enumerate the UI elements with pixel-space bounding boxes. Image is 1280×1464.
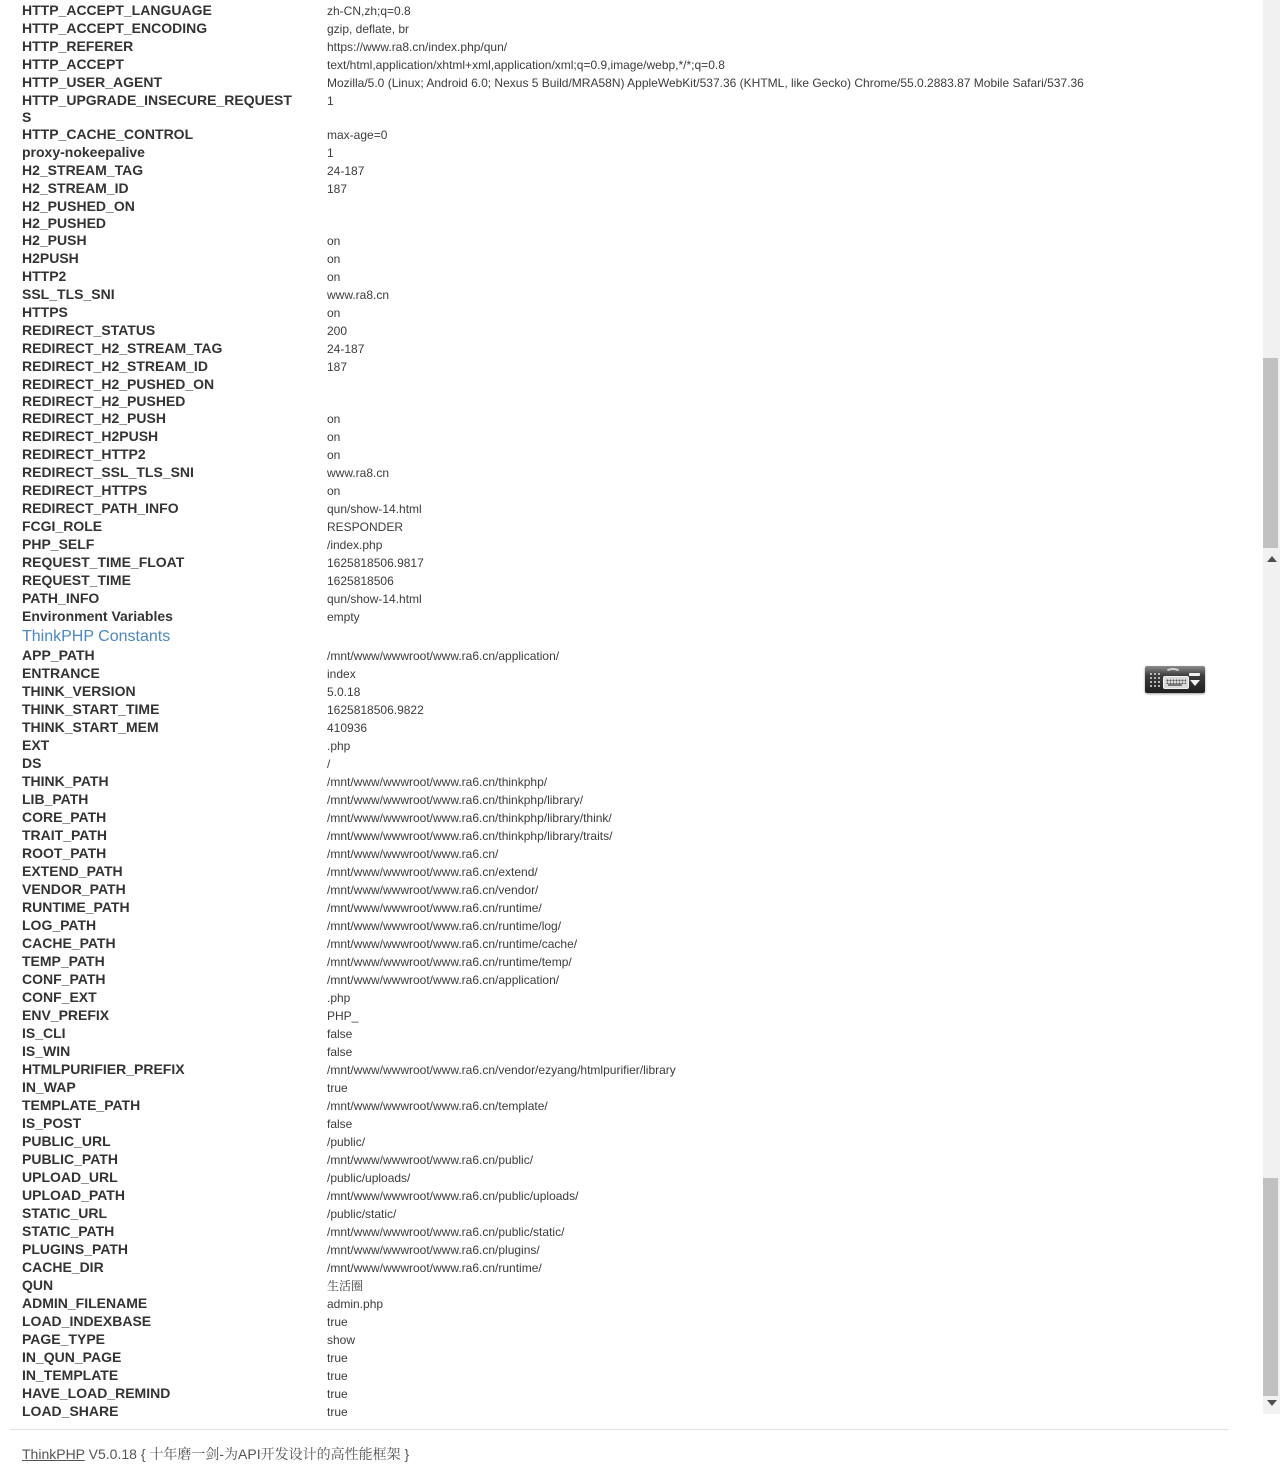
constant-key: CACHE_DIR bbox=[22, 1259, 104, 1275]
constant-value: /mnt/www/wwwroot/www.ra6.cn/vendor/ezyang/htmlpurifier/library bbox=[327, 1063, 676, 1077]
table-row bbox=[22, 56, 1240, 74]
constant-key: LOG_PATH bbox=[22, 917, 97, 933]
table-row bbox=[22, 376, 1240, 393]
constant-key: EXT bbox=[22, 737, 50, 753]
constant-key: ENV_PREFIX bbox=[22, 1007, 110, 1023]
table-row bbox=[22, 1205, 1240, 1223]
table-row bbox=[22, 304, 1240, 322]
var-key: REDIRECT_H2_PUSH bbox=[22, 410, 166, 426]
table-row bbox=[22, 1403, 1240, 1421]
constant-value: /mnt/www/wwwroot/www.ra6.cn/runtime/temp/ bbox=[327, 955, 572, 969]
constants-section-heading: ThinkPHP Constants bbox=[22, 628, 171, 645]
var-key: REDIRECT_H2_STREAM_TAG bbox=[22, 340, 223, 356]
var-key: REDIRECT_H2_PUSHED_ON bbox=[22, 376, 215, 392]
var-value: 24-187 bbox=[327, 342, 365, 356]
ime-controls bbox=[1189, 673, 1200, 686]
table-row bbox=[22, 428, 1240, 446]
constant-value: /mnt/www/wwwroot/www.ra6.cn/thinkphp/library/think/ bbox=[327, 811, 612, 825]
var-key: REDIRECT_H2PUSH bbox=[22, 428, 159, 444]
table-row bbox=[22, 180, 1240, 198]
table-row bbox=[22, 953, 1240, 971]
var-value: text/html,application/xhtml+xml,application/xml;q=0.9,image/webp,*/*;q=0.8 bbox=[327, 58, 725, 72]
table-row bbox=[22, 845, 1240, 863]
constant-key: QUN bbox=[22, 1277, 54, 1293]
table-row bbox=[22, 232, 1240, 250]
constant-value: /mnt/www/wwwroot/www.ra6.cn/runtime/ bbox=[327, 1261, 542, 1275]
table-row bbox=[22, 1079, 1240, 1097]
constant-value: /mnt/www/wwwroot/www.ra6.cn/runtime/log/ bbox=[327, 919, 562, 933]
var-key: H2_STREAM_ID bbox=[22, 180, 129, 196]
constant-value: 1625818506.9822 bbox=[327, 703, 424, 717]
table-row bbox=[22, 162, 1240, 180]
var-value: on bbox=[327, 234, 341, 248]
var-key: H2_STREAM_TAG bbox=[22, 162, 144, 178]
var-value: on bbox=[327, 270, 341, 284]
constant-key: PAGE_TYPE bbox=[22, 1331, 105, 1347]
var-key: Environment Variables bbox=[22, 608, 173, 624]
constant-value: /mnt/www/wwwroot/www.ra6.cn/runtime/cache/ bbox=[327, 937, 578, 951]
var-key: FCGI_ROLE bbox=[22, 518, 103, 534]
constant-key: VENDOR_PATH bbox=[22, 881, 126, 897]
table-row bbox=[22, 482, 1240, 500]
table-row bbox=[22, 410, 1240, 428]
table-row bbox=[22, 1061, 1240, 1079]
var-value: on bbox=[327, 448, 341, 462]
table-row bbox=[22, 1097, 1240, 1115]
table-row bbox=[22, 665, 1240, 683]
constant-value: /mnt/www/wwwroot/www.ra6.cn/ bbox=[327, 847, 499, 861]
table-row bbox=[22, 1241, 1240, 1259]
table-row bbox=[22, 198, 1240, 215]
dropdown-arrow-icon[interactable] bbox=[1190, 680, 1200, 686]
constant-value: /public/static/ bbox=[327, 1207, 397, 1221]
var-key: H2PUSH bbox=[22, 250, 79, 266]
constant-value: 410936 bbox=[327, 721, 368, 735]
table-row bbox=[22, 1007, 1240, 1025]
constant-key: IN_TEMPLATE bbox=[22, 1367, 119, 1383]
constant-value: /mnt/www/wwwroot/www.ra6.cn/plugins/ bbox=[327, 1243, 540, 1257]
constant-key: THINK_START_MEM bbox=[22, 719, 159, 735]
var-value: on bbox=[327, 484, 341, 498]
constant-key: TEMP_PATH bbox=[22, 953, 105, 969]
table-row bbox=[22, 393, 1240, 410]
constant-key: THINK_PATH bbox=[22, 773, 109, 789]
constant-value: 生活圈 bbox=[327, 1279, 364, 1293]
table-row bbox=[22, 1277, 1240, 1295]
var-value: RESPONDER bbox=[327, 520, 404, 534]
table-row bbox=[22, 647, 1240, 665]
var-value: www.ra8.cn bbox=[327, 288, 390, 302]
constant-value: /mnt/www/wwwroot/www.ra6.cn/thinkphp/library/ bbox=[327, 793, 584, 807]
table-row bbox=[22, 126, 1240, 144]
var-value: https://www.ra8.cn/index.php/qun/ bbox=[327, 40, 508, 54]
constant-value: /public/ bbox=[327, 1135, 366, 1149]
table-row bbox=[22, 773, 1240, 791]
footer-tagline: V5.0.18 { 十年磨一剑-为API开发设计的高性能框架 } bbox=[84, 1446, 410, 1462]
table-row bbox=[22, 20, 1240, 38]
constant-value: 5.0.18 bbox=[327, 685, 361, 699]
var-key: HTTP_CACHE_CONTROL bbox=[22, 126, 194, 142]
constant-value: /mnt/www/wwwroot/www.ra6.cn/vendor/ bbox=[327, 883, 539, 897]
constant-value: true bbox=[327, 1315, 348, 1329]
constant-value: index bbox=[327, 667, 356, 681]
var-value: on bbox=[327, 430, 341, 444]
var-key: HTTP_USER_AGENT bbox=[22, 74, 163, 90]
constant-value: true bbox=[327, 1405, 348, 1419]
var-value: 1625818506 bbox=[327, 574, 394, 588]
var-value: 1 bbox=[327, 146, 334, 160]
constant-value: /mnt/www/wwwroot/www.ra6.cn/application/ bbox=[327, 649, 560, 663]
table-row bbox=[22, 286, 1240, 304]
var-key: REDIRECT_SSL_TLS_SNI bbox=[22, 464, 194, 480]
constant-key: DS bbox=[22, 755, 42, 771]
table-row bbox=[22, 500, 1240, 518]
constant-key: LIB_PATH bbox=[22, 791, 89, 807]
constant-value: .php bbox=[327, 739, 351, 753]
var-value: on bbox=[327, 412, 341, 426]
var-key: PATH_INFO bbox=[22, 590, 100, 606]
constant-value: /mnt/www/wwwroot/www.ra6.cn/runtime/ bbox=[327, 901, 542, 915]
constant-value: /mnt/www/wwwroot/www.ra6.cn/extend/ bbox=[327, 865, 538, 879]
var-key: H2_PUSHED bbox=[22, 215, 107, 231]
constant-key: PUBLIC_URL bbox=[22, 1133, 111, 1149]
table-row bbox=[22, 1367, 1240, 1385]
constant-key: EXTEND_PATH bbox=[22, 863, 123, 879]
table-row bbox=[22, 827, 1240, 845]
var-value: /index.php bbox=[327, 538, 383, 552]
constant-value: false bbox=[327, 1045, 353, 1059]
constant-key: TRAIT_PATH bbox=[22, 827, 108, 843]
table-row bbox=[22, 989, 1240, 1007]
constant-value: /mnt/www/wwwroot/www.ra6.cn/public/static/ bbox=[327, 1225, 565, 1239]
table-row bbox=[22, 791, 1240, 809]
constant-value: true bbox=[327, 1081, 348, 1095]
table-row bbox=[22, 719, 1240, 737]
var-key: HTTPS bbox=[22, 304, 68, 320]
var-value: qun/show-14.html bbox=[327, 502, 422, 516]
var-key: HTTP_ACCEPT_LANGUAGE bbox=[22, 2, 212, 18]
table-row bbox=[22, 1223, 1240, 1241]
constant-value: true bbox=[327, 1351, 348, 1365]
var-key: REDIRECT_STATUS bbox=[22, 322, 156, 338]
var-key: REQUEST_TIME_FLOAT bbox=[22, 554, 185, 570]
var-value: 200 bbox=[327, 324, 348, 338]
table-row bbox=[22, 1115, 1240, 1133]
var-value: www.ra8.cn bbox=[327, 466, 390, 480]
var-key: REDIRECT_H2_STREAM_ID bbox=[22, 358, 208, 374]
constant-key: STATIC_PATH bbox=[22, 1223, 115, 1239]
constant-key: CONF_EXT bbox=[22, 989, 97, 1005]
constant-value: false bbox=[327, 1117, 353, 1131]
var-value: 1625818506.9817 bbox=[327, 556, 424, 570]
constant-key: CACHE_PATH bbox=[22, 935, 116, 951]
table-row bbox=[22, 683, 1240, 701]
constant-key: THINK_START_TIME bbox=[22, 701, 160, 717]
table-row bbox=[22, 518, 1240, 536]
var-key: proxy-nokeepalive bbox=[22, 144, 145, 160]
table-row bbox=[22, 1385, 1240, 1403]
table-row bbox=[22, 608, 1240, 626]
constant-value: /mnt/www/wwwroot/www.ra6.cn/thinkphp/ bbox=[327, 775, 548, 789]
table-row bbox=[22, 1025, 1240, 1043]
table-row bbox=[22, 1151, 1240, 1169]
var-value: gzip, deflate, br bbox=[327, 22, 410, 36]
constant-key: CORE_PATH bbox=[22, 809, 107, 825]
keyboard-icon[interactable] bbox=[1162, 666, 1189, 693]
var-key: REDIRECT_HTTPS bbox=[22, 482, 148, 498]
var-key: HTTP_ACCEPT bbox=[22, 56, 124, 72]
table-row bbox=[22, 38, 1240, 56]
minimize-icon[interactable] bbox=[1189, 673, 1200, 676]
table-row bbox=[22, 572, 1240, 590]
table-row bbox=[22, 74, 1240, 92]
table-row bbox=[22, 917, 1240, 935]
constant-key: TEMPLATE_PATH bbox=[22, 1097, 141, 1113]
table-row bbox=[22, 863, 1240, 881]
table-row bbox=[22, 809, 1240, 827]
var-value: 187 bbox=[327, 182, 348, 196]
constants-table bbox=[22, 647, 1240, 1421]
var-key: H2_PUSH bbox=[22, 232, 87, 248]
var-value: 187 bbox=[327, 360, 348, 374]
table-row bbox=[22, 464, 1240, 482]
constant-value: /mnt/www/wwwroot/www.ra6.cn/template/ bbox=[327, 1099, 548, 1113]
drag-dots-icon[interactable] bbox=[1149, 672, 1160, 687]
constant-key: RUNTIME_PATH bbox=[22, 899, 130, 915]
table-row bbox=[22, 935, 1240, 953]
table-row bbox=[22, 1313, 1240, 1331]
table-row bbox=[22, 971, 1240, 989]
scroll-up-arrow-icon[interactable] bbox=[1267, 556, 1277, 562]
constant-value: /public/uploads/ bbox=[327, 1171, 411, 1185]
constant-key: ROOT_PATH bbox=[22, 845, 107, 861]
footer-text bbox=[22, 1444, 1240, 1464]
constant-key: CONF_PATH bbox=[22, 971, 106, 987]
constant-key: IS_POST bbox=[22, 1115, 82, 1131]
page-footer bbox=[22, 1429, 1240, 1464]
table-row bbox=[22, 590, 1240, 608]
var-key: HTTP_REFERER bbox=[22, 38, 134, 54]
table-row bbox=[22, 340, 1240, 358]
constant-value: .php bbox=[327, 991, 351, 1005]
table-row bbox=[22, 881, 1240, 899]
table-row bbox=[22, 92, 1240, 126]
table-row bbox=[22, 1187, 1240, 1205]
var-value: Mozilla/5.0 (Linux; Android 6.0; Nexus 5 Build/MRA58N) AppleWebKit/537.36 (KHTML, like Gecko) Chrome/55.0.2883.87 Mobile Safari/537.36 bbox=[327, 76, 1084, 90]
table-row bbox=[22, 755, 1240, 773]
scrollbar-thumb-upper[interactable] bbox=[1263, 358, 1278, 548]
table-row bbox=[22, 322, 1240, 340]
constant-key: STATIC_URL bbox=[22, 1205, 108, 1221]
vertical-scrollbar[interactable] bbox=[1263, 0, 1280, 1414]
constant-key: UPLOAD_PATH bbox=[22, 1187, 125, 1203]
table-row bbox=[22, 899, 1240, 917]
ime-keyboard-toolbar[interactable] bbox=[1145, 666, 1205, 693]
constant-key: IS_WIN bbox=[22, 1043, 71, 1059]
var-key: H2_PUSHED_ON bbox=[22, 198, 135, 214]
table-row bbox=[22, 1331, 1240, 1349]
table-row bbox=[22, 1133, 1240, 1151]
table-row bbox=[22, 144, 1240, 162]
var-key: SSL_TLS_SNI bbox=[22, 286, 115, 302]
var-value: zh-CN,zh;q=0.8 bbox=[327, 4, 411, 18]
table-row bbox=[22, 358, 1240, 376]
constant-value: /mnt/www/wwwroot/www.ra6.cn/public/ bbox=[327, 1153, 534, 1167]
table-row bbox=[22, 554, 1240, 572]
constant-key: IN_QUN_PAGE bbox=[22, 1349, 122, 1365]
var-key: REQUEST_TIME bbox=[22, 572, 131, 588]
constant-key: APP_PATH bbox=[22, 647, 95, 663]
constant-key: ADMIN_FILENAME bbox=[22, 1295, 148, 1311]
table-row bbox=[22, 215, 1240, 232]
scroll-down-arrow-icon[interactable] bbox=[1267, 1400, 1277, 1406]
constant-key: LOAD_SHARE bbox=[22, 1403, 119, 1419]
constant-value: true bbox=[327, 1387, 348, 1401]
var-value: on bbox=[327, 252, 341, 266]
table-row bbox=[22, 2, 1240, 20]
var-value: 1 bbox=[327, 94, 334, 108]
constant-value: /mnt/www/wwwroot/www.ra6.cn/public/uploads/ bbox=[327, 1189, 579, 1203]
server-vars-table bbox=[22, 2, 1240, 626]
constant-value: true bbox=[327, 1369, 348, 1383]
constant-key: LOAD_INDEXBASE bbox=[22, 1313, 152, 1329]
var-key: HTTP_UPGRADE_INSECURE_REQUESTS bbox=[22, 92, 292, 125]
var-value: empty bbox=[327, 610, 360, 624]
var-value: 24-187 bbox=[327, 164, 365, 178]
constant-key: THINK_VERSION bbox=[22, 683, 136, 699]
table-row bbox=[22, 1259, 1240, 1277]
thinkphp-link[interactable]: ThinkPHP bbox=[22, 1446, 85, 1462]
constant-value: admin.php bbox=[327, 1297, 384, 1311]
constant-key: IS_CLI bbox=[22, 1025, 66, 1041]
constant-key: IN_WAP bbox=[22, 1079, 76, 1095]
constant-key: ENTRANCE bbox=[22, 665, 100, 681]
table-row bbox=[22, 737, 1240, 755]
constant-key: PUBLIC_PATH bbox=[22, 1151, 118, 1167]
var-key: REDIRECT_HTTP2 bbox=[22, 446, 146, 462]
table-row bbox=[22, 1295, 1240, 1313]
table-row bbox=[22, 1349, 1240, 1367]
constant-key: UPLOAD_URL bbox=[22, 1169, 118, 1185]
var-key: HTTP2 bbox=[22, 268, 67, 284]
table-row bbox=[22, 536, 1240, 554]
var-key: PHP_SELF bbox=[22, 536, 95, 552]
var-key: HTTP_ACCEPT_ENCODING bbox=[22, 20, 208, 36]
var-value: on bbox=[327, 306, 341, 320]
table-row bbox=[22, 1169, 1240, 1187]
constant-value: /mnt/www/wwwroot/www.ra6.cn/application/ bbox=[327, 973, 560, 987]
constant-key: PLUGINS_PATH bbox=[22, 1241, 129, 1257]
constant-value: show bbox=[327, 1333, 356, 1347]
table-row bbox=[22, 250, 1240, 268]
constant-value: PHP_ bbox=[327, 1009, 359, 1023]
table-row bbox=[22, 446, 1240, 464]
constant-value: false bbox=[327, 1027, 353, 1041]
var-key: REDIRECT_H2_PUSHED bbox=[22, 393, 186, 409]
constant-key: HTMLPURIFIER_PREFIX bbox=[22, 1061, 185, 1077]
footer-divider bbox=[10, 1429, 1228, 1430]
table-row bbox=[22, 1043, 1240, 1061]
constant-key: HAVE_LOAD_REMIND bbox=[22, 1385, 171, 1401]
var-value: max-age=0 bbox=[327, 128, 388, 142]
constant-value: / bbox=[327, 757, 331, 771]
table-row bbox=[22, 268, 1240, 286]
table-row bbox=[22, 701, 1240, 719]
var-key: REDIRECT_PATH_INFO bbox=[22, 500, 179, 516]
constant-value: /mnt/www/wwwroot/www.ra6.cn/thinkphp/library/traits/ bbox=[327, 829, 613, 843]
scrollbar-thumb-lower[interactable] bbox=[1263, 1178, 1278, 1396]
var-value: qun/show-14.html bbox=[327, 592, 422, 606]
